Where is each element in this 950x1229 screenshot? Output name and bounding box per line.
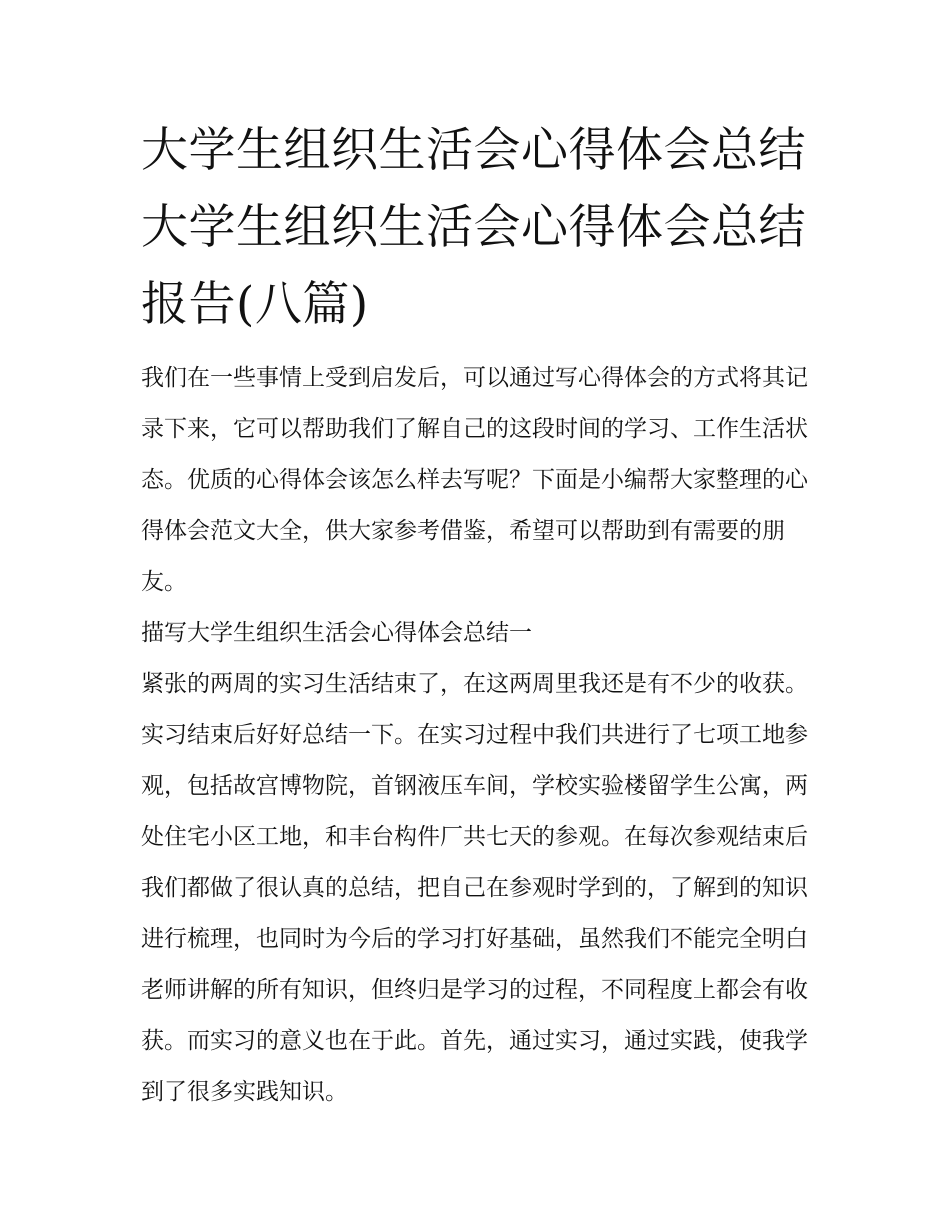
intro-paragraph: 我们在一些事情上受到启发后，可以通过写心得体会的方式将其记录下来，它可以帮助我们了解自己的这段时间的学习、工作生活状态。优质的心得体会该怎么样去写呢？下面是小编帮大家整理的心得体会范文大全，供大家参考借鉴，希望可以帮助到有需要的朋友。 bbox=[141, 365, 808, 595]
document-page bbox=[141, 112, 813, 1118]
section-paragraph: 紧张的两周的实习生活结束了，在这两周里我还是有不少的收获。实习结束后好好总结一下。在实习过程中我们共进行了七项工地参观，包括故宫博物院，首钢液压车间，学校实验楼留学生公寓，两处住宅小区工地，和丰台构件厂共七天的参观。在每次参观结束后我们都做了很认真的总结，把自己在参观时学到的，了解到的知识进行梳理，也同时为今后的学习打好基础，虽然我们不能完全明白老师讲解的所有知识，但终归是学习的过程，不同程度上都会有收获。而实习的意义也在于此。首先，通过实习，通过实践，使我学到了很多实践知识。 bbox=[141, 671, 808, 1105]
section-heading: 描写大学生组织生活会心得体会总结一 bbox=[141, 620, 532, 646]
document-title: 大学生组织生活会心得体会总结 大学生组织生活会心得体会总结报告(八篇) bbox=[141, 123, 806, 332]
